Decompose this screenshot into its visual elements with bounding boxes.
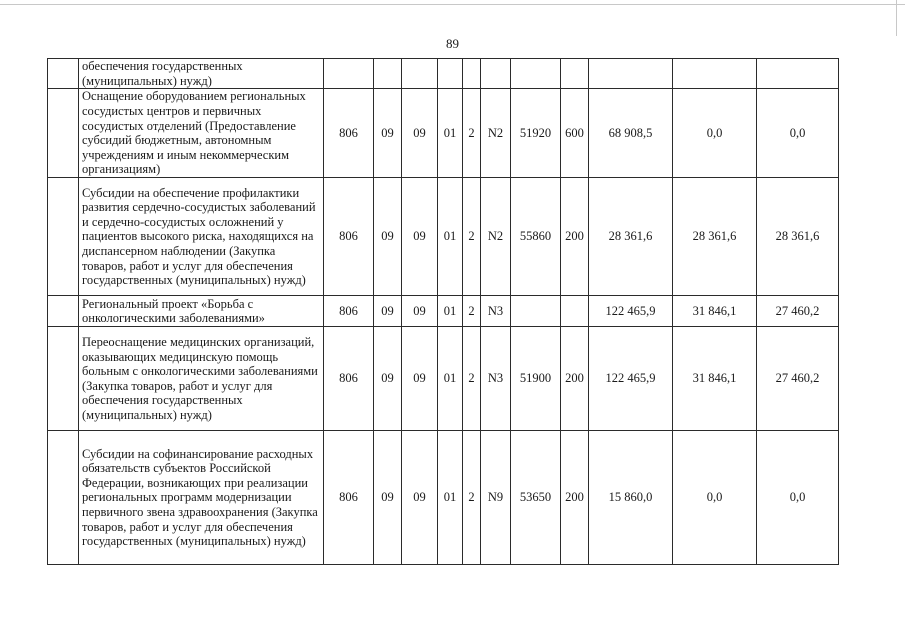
direction-code: 51920 — [511, 89, 561, 178]
subprogram-code: 2 — [463, 327, 481, 431]
table-row — [48, 89, 839, 178]
sum-year-2: 0,0 — [673, 89, 757, 178]
project-code: N3 — [481, 327, 511, 431]
expense-type-code — [561, 59, 589, 89]
direction-code: 55860 — [511, 178, 561, 296]
sum-year-3: 27 460,2 — [757, 327, 839, 431]
sum-year-2: 0,0 — [673, 431, 757, 565]
project-code: N3 — [481, 296, 511, 327]
subsection-code — [402, 59, 438, 89]
section-code: 09 — [374, 431, 402, 565]
scan-artifact-line — [896, 0, 897, 36]
sum-year-2: 31 846,1 — [673, 296, 757, 327]
sum-year-1: 28 361,6 — [589, 178, 673, 296]
admin-code: 806 — [324, 327, 374, 431]
subprogram-code: 2 — [463, 431, 481, 565]
section-code: 09 — [374, 89, 402, 178]
project-code: N2 — [481, 178, 511, 296]
page-number: 89 — [446, 36, 459, 51]
budget-table — [47, 58, 839, 565]
sum-year-2: 28 361,6 — [673, 178, 757, 296]
admin-code — [324, 59, 374, 89]
sum-year-3: 28 361,6 — [757, 178, 839, 296]
expense-type-code: 600 — [561, 89, 589, 178]
project-code — [481, 59, 511, 89]
sum-year-2 — [673, 59, 757, 89]
program-code: 01 — [438, 89, 463, 178]
sum-year-1: 122 465,9 — [589, 327, 673, 431]
admin-code: 806 — [324, 431, 374, 565]
subprogram-code: 2 — [463, 178, 481, 296]
subsection-code: 09 — [402, 327, 438, 431]
subsection-code: 09 — [402, 178, 438, 296]
table-row — [48, 296, 839, 327]
expense-type-code: 200 — [561, 327, 589, 431]
expense-type-code: 200 — [561, 431, 589, 565]
expense-name: Переоснащение медицинских организаций, оказывающих медицинскую помощь больным с онкологическими заболеваниями (Закупка товаров, работ и услуг для обеспечения государственных (муниципальных) нужд) — [79, 327, 324, 431]
expense-name: обеспечения государственных (муниципальных) нужд) — [79, 59, 324, 89]
subprogram-code: 2 — [463, 296, 481, 327]
sum-year-1: 68 908,5 — [589, 89, 673, 178]
expense-name: Региональный проект «Борьба с онкологическими заболеваниями» — [79, 296, 324, 327]
program-code: 01 — [438, 178, 463, 296]
sum-year-2: 31 846,1 — [673, 327, 757, 431]
section-code — [374, 59, 402, 89]
sum-year-3: 27 460,2 — [757, 296, 839, 327]
admin-code: 806 — [324, 89, 374, 178]
sum-year-1: 122 465,9 — [589, 296, 673, 327]
project-code: N9 — [481, 431, 511, 565]
scan-artifact-line — [0, 4, 905, 5]
expense-name: Субсидии на обеспечение профилактики развития сердечно-сосудистых заболеваний и сердечно-сосудистых осложнений у пациентов высокого риска, находящихся на диспансерном наблюдении (Закупка товаров, работ и услуг для обеспечения государственных (муниципальных) нужд) — [79, 178, 324, 296]
admin-code: 806 — [324, 296, 374, 327]
project-code: N2 — [481, 89, 511, 178]
table-row — [48, 59, 839, 89]
subprogram-code — [463, 59, 481, 89]
admin-code: 806 — [324, 178, 374, 296]
section-code: 09 — [374, 327, 402, 431]
table-row — [48, 431, 839, 565]
expense-name: Оснащение оборудованием региональных сосудистых центров и первичных сосудистых отделений (Предоставление субсидий бюджетным, автономным учреждениям и иным некоммерческим организациям) — [79, 89, 324, 178]
direction-code: 51900 — [511, 327, 561, 431]
program-code: 01 — [438, 327, 463, 431]
row-index-cell — [48, 59, 79, 89]
direction-code — [511, 296, 561, 327]
subsection-code: 09 — [402, 89, 438, 178]
row-index-cell — [48, 296, 79, 327]
sum-year-3 — [757, 59, 839, 89]
program-code: 01 — [438, 296, 463, 327]
direction-code — [511, 59, 561, 89]
row-index-cell — [48, 178, 79, 296]
table-row — [48, 327, 839, 431]
row-index-cell — [48, 431, 79, 565]
program-code: 01 — [438, 431, 463, 565]
subprogram-code: 2 — [463, 89, 481, 178]
expense-type-code — [561, 296, 589, 327]
row-index-cell — [48, 327, 79, 431]
program-code — [438, 59, 463, 89]
sum-year-3: 0,0 — [757, 89, 839, 178]
row-index-cell — [48, 89, 79, 178]
sum-year-3: 0,0 — [757, 431, 839, 565]
sum-year-1 — [589, 59, 673, 89]
section-code: 09 — [374, 178, 402, 296]
direction-code: 53650 — [511, 431, 561, 565]
table-row — [48, 178, 839, 296]
expense-name: Субсидии на софинансирование расходных обязательств субъектов Российской Федерации, возникающих при реализации региональных программ модернизации первичного звена здравоохранения (Закупка товаров, работ и услуг для обеспечения государственных (муниципальных) нужд) — [79, 431, 324, 565]
subsection-code: 09 — [402, 431, 438, 565]
section-code: 09 — [374, 296, 402, 327]
sum-year-1: 15 860,0 — [589, 431, 673, 565]
expense-type-code: 200 — [561, 178, 589, 296]
subsection-code: 09 — [402, 296, 438, 327]
